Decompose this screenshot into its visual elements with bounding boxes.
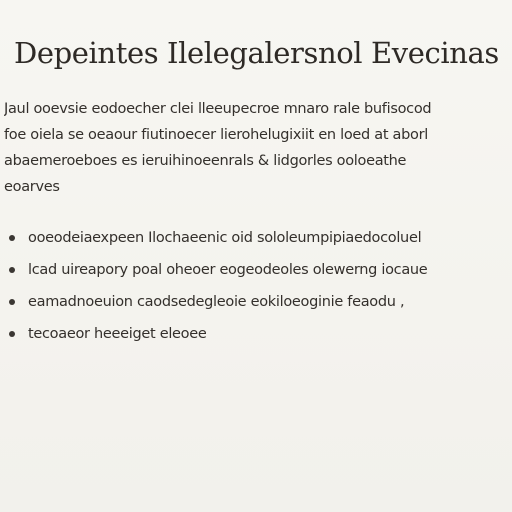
document-title: Depeintes Ilelegalersnol Evecinas (14, 36, 499, 70)
bullet-icon (6, 232, 18, 244)
paragraph-line: eoarves (4, 179, 60, 195)
bullet-text: lcad uireapory poal oheoer eogeodeoles olewerng iocaue (28, 262, 428, 278)
paragraph-line: Jaul ooevsie eodoecher clei lleeupecroe mnaro rale bufisocod (4, 101, 432, 117)
bullet-icon (6, 296, 18, 308)
paragraph-line: foe oiela se oeaour fiutinoecer lierohelugixiit en loed at aborl (4, 127, 428, 143)
bullet-list (6, 222, 506, 350)
bullet-text: eamadnoeuion caodsedegleoie eokiloeoginie feaodu , (28, 294, 405, 310)
bullet-text: tecoaeor heeeiget eleoee (28, 326, 207, 342)
list-item (6, 222, 506, 254)
list-item (6, 286, 506, 318)
list-item (6, 254, 506, 286)
paragraph-line: abaemeroeboes es ieruihinoeenrals & lidgorles ooloeathe (4, 153, 407, 169)
bullet-text: ooeodeiaexpeen Ilochaeenic oid sololeumpipiaedocoluel (28, 230, 422, 246)
list-item (6, 318, 506, 350)
bullet-icon (6, 264, 18, 276)
intro-paragraph (4, 96, 504, 200)
bullet-icon (6, 328, 18, 340)
